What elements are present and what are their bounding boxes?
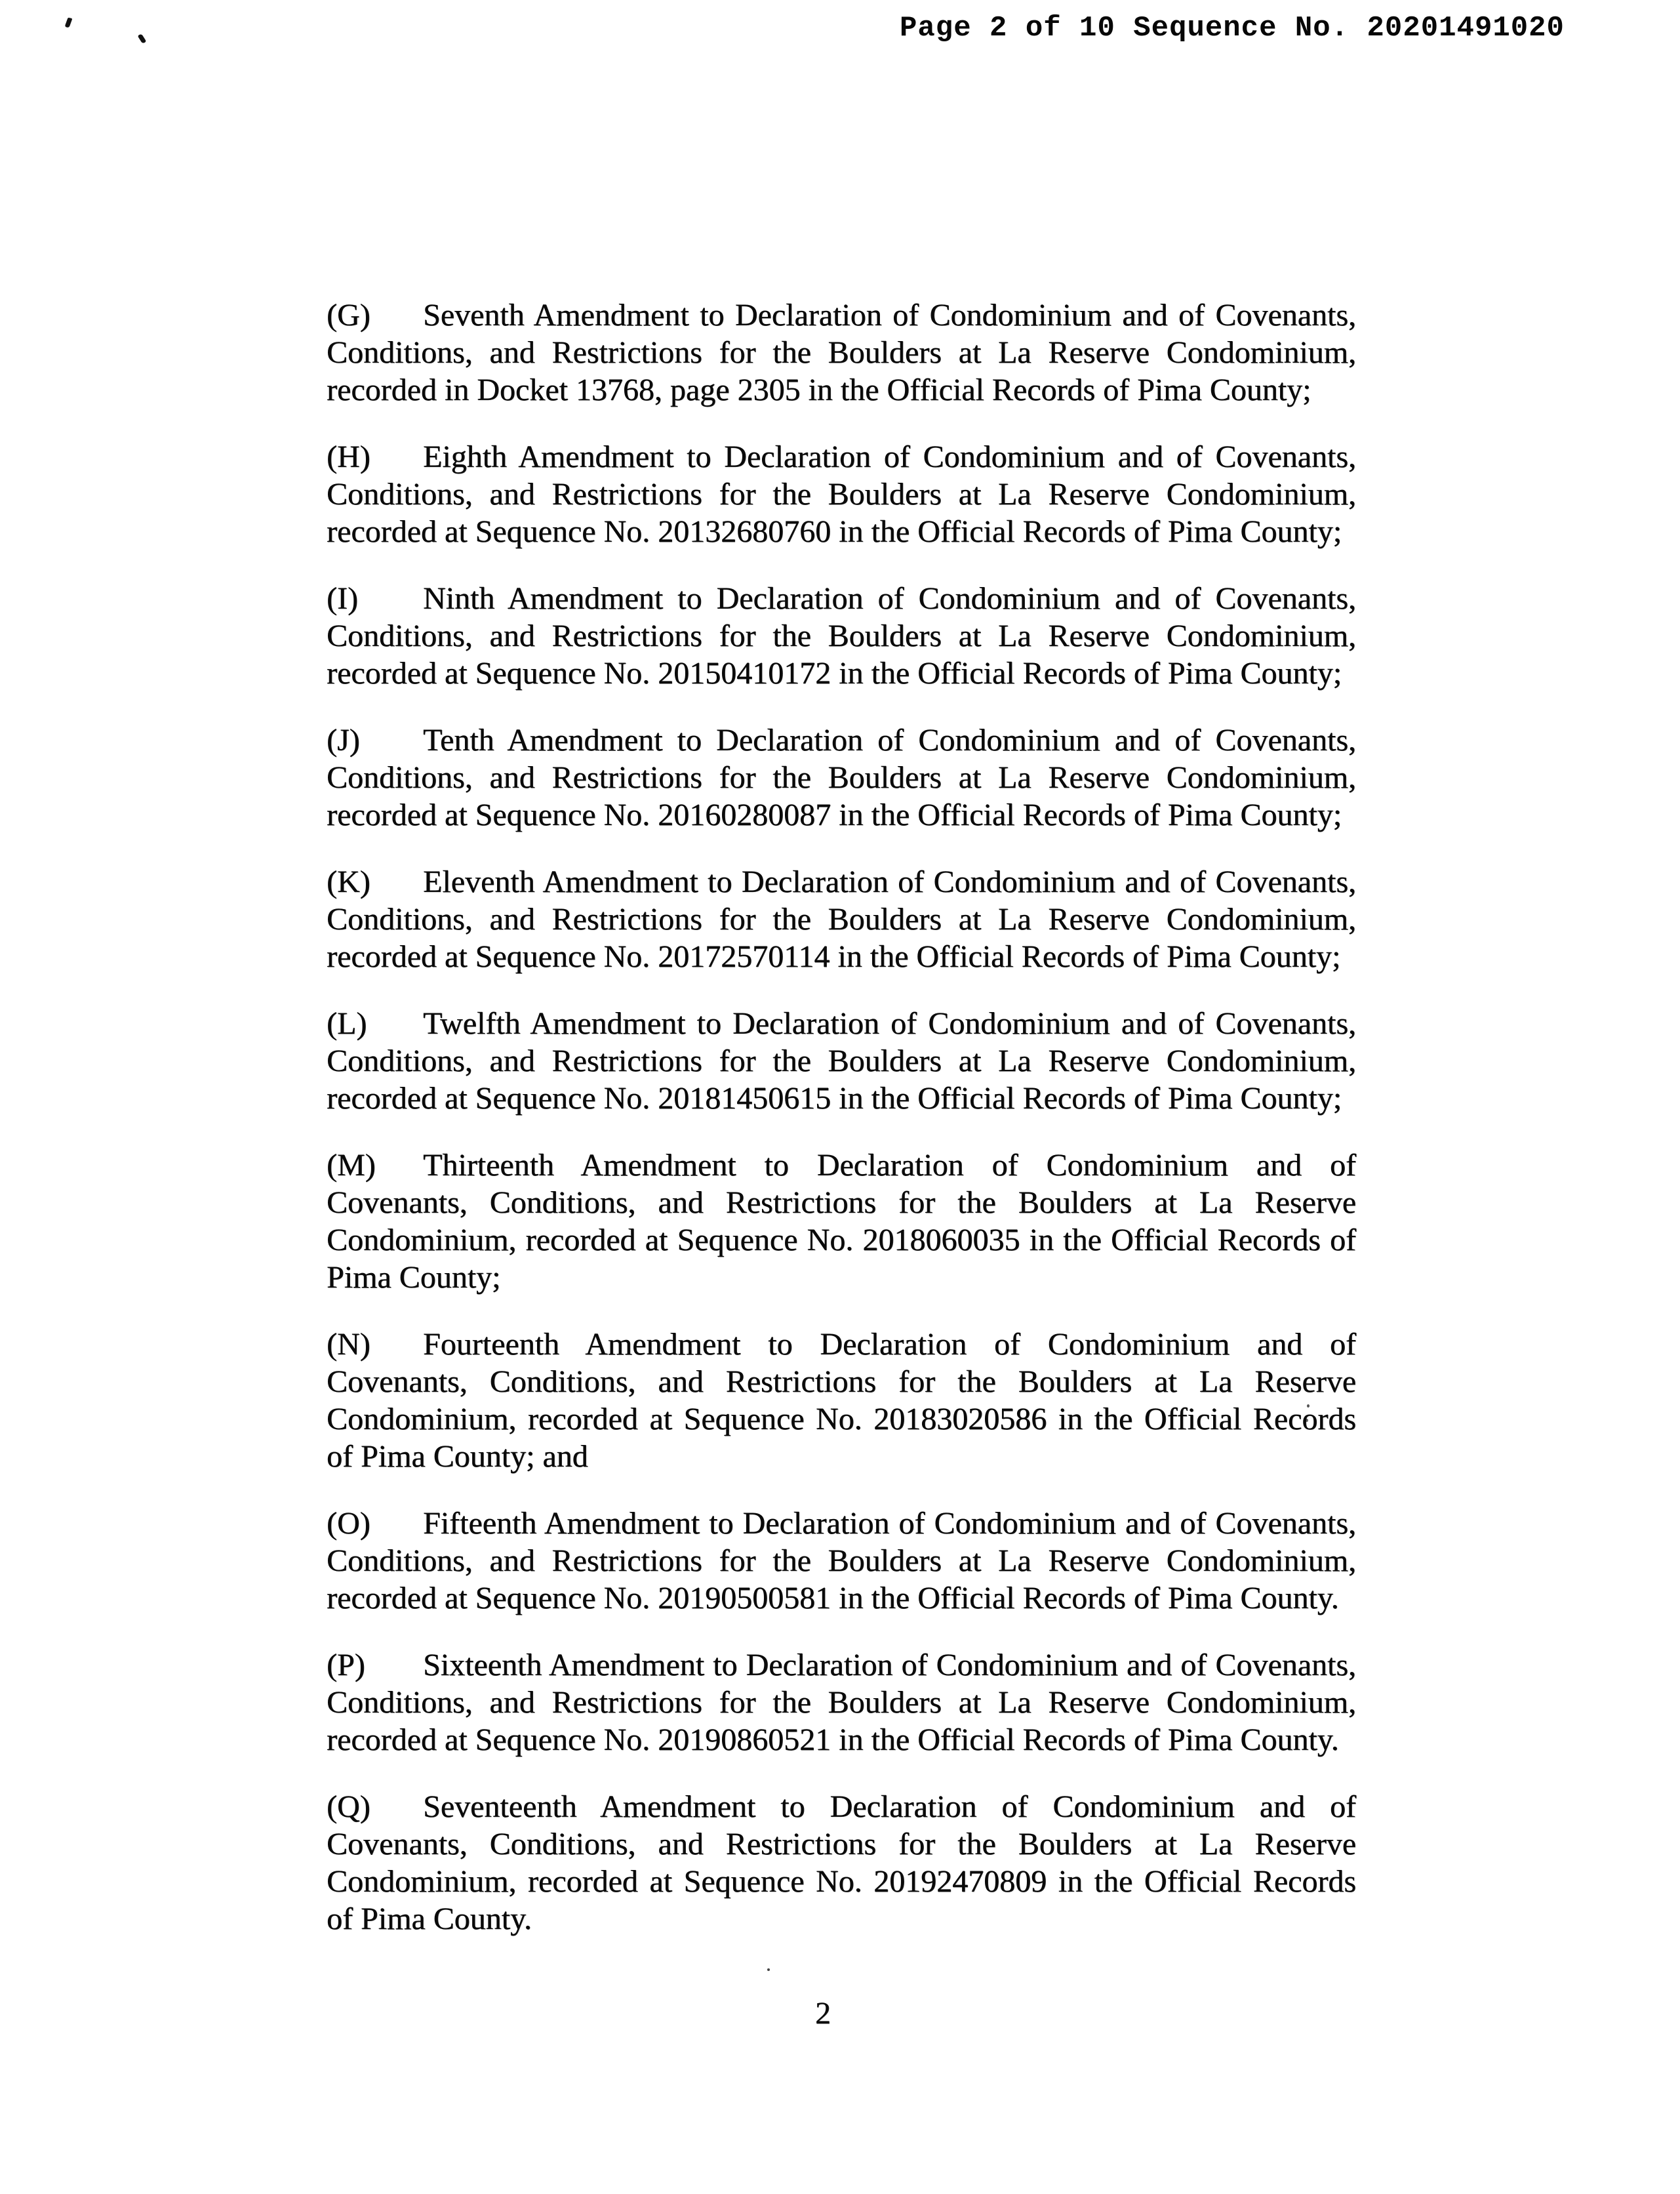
paragraph-label: (M) — [327, 1148, 376, 1183]
paragraph-label: (H) — [327, 439, 370, 474]
paragraph-label: (G) — [327, 298, 370, 333]
paragraph-text: Thirteenth Amendment to Declaration of Condominium and of Covenants, Conditions, and Restrictions for the Boulders at La Reserve Condominium, recorded at Sequence No. 2018060035 in the Official Records of Pima County; — [327, 1148, 1356, 1295]
paragraph-label: (Q) — [327, 1789, 370, 1824]
scan-speck — [137, 34, 146, 44]
paragraph-text: Seventeenth Amendment to Declaration of Condominium and of Covenants, Conditions, and Restrictions for the Boulders at La Reserve Condominium, recorded at Sequence No. 20192470809 in the Official Records of Pima County. — [327, 1789, 1356, 1936]
page-header: Page 2 of 10 Sequence No. 20201491020 — [900, 12, 1565, 45]
paragraph-text: Eighth Amendment to Declaration of Condominium and of Covenants, Conditions, and Restrictions for the Boulders at La Reserve Condominium, recorded at Sequence No. 20132680760 in the Official Records of Pima County; — [327, 439, 1356, 549]
page-number: 2 — [815, 1996, 831, 2031]
amendment-paragraph — [327, 1005, 1356, 1117]
amendment-paragraph — [327, 438, 1356, 550]
amendment-paragraph — [327, 863, 1356, 975]
paragraph-text: Ninth Amendment to Declaration of Condominium and of Covenants, Conditions, and Restrictions for the Boulders at La Reserve Condominium, recorded at Sequence No. 20150410172 in the Official Records of Pima County; — [327, 581, 1356, 691]
amendment-list — [327, 296, 1356, 1967]
paragraph-text: Fourteenth Amendment to Declaration of Condominium and of Covenants, Conditions, and Restrictions for the Boulders at La Reserve Condominium, recorded at Sequence No. 20183020586 in the Official Records of Pima County; and — [327, 1327, 1356, 1474]
amendment-paragraph — [327, 580, 1356, 692]
paragraph-label: (L) — [327, 1006, 367, 1041]
paragraph-text: Eleventh Amendment to Declaration of Condominium and of Covenants, Conditions, and Restrictions for the Boulders at La Reserve Condominium, recorded at Sequence No. 20172570114 in the Official Records of Pima County; — [327, 864, 1356, 974]
paragraph-text: Tenth Amendment to Declaration of Condominium and of Covenants, Conditions, and Restrictions for the Boulders at La Reserve Condominium, recorded at Sequence No. 20160280087 in the Official Records of Pima County; — [327, 723, 1356, 832]
paragraph-text: Sixteenth Amendment to Declaration of Condominium and of Covenants, Conditions, and Restrictions for the Boulders at La Reserve Condominium, recorded at Sequence No. 20190860521 in the Official Records of Pima County. — [327, 1648, 1356, 1757]
amendment-paragraph — [327, 1505, 1356, 1617]
amendment-paragraph — [327, 1147, 1356, 1296]
paragraph-label: (P) — [327, 1648, 365, 1682]
paragraph-label: (J) — [327, 723, 360, 758]
amendment-paragraph — [327, 1646, 1356, 1758]
amendment-paragraph — [327, 721, 1356, 834]
paragraph-text: Twelfth Amendment to Declaration of Condominium and of Covenants, Conditions, and Restrictions for the Boulders at La Reserve Condominium, recorded at Sequence No. 20181450615 in the Official Records of Pima County; — [327, 1006, 1356, 1116]
amendment-paragraph — [327, 1326, 1356, 1475]
paragraph-label: (O) — [327, 1506, 370, 1541]
paragraph-label: (I) — [327, 581, 358, 616]
paragraph-label: (N) — [327, 1327, 370, 1362]
paragraph-text: Seventh Amendment to Declaration of Condominium and of Covenants, Conditions, and Restrictions for the Boulders at La Reserve Condominium, recorded in Docket 13768, page 2305 in the Official Records of Pima County; — [327, 298, 1356, 407]
amendment-paragraph — [327, 296, 1356, 409]
scan-speck — [767, 1968, 770, 1971]
scan-speck — [64, 18, 72, 28]
paragraph-text: Fifteenth Amendment to Declaration of Condominium and of Covenants, Conditions, and Restrictions for the Boulders at La Reserve Condominium, recorded at Sequence No. 20190500581 in the Official Records of Pima County. — [327, 1506, 1356, 1615]
amendment-paragraph — [327, 1788, 1356, 1938]
paragraph-label: (K) — [327, 864, 370, 899]
